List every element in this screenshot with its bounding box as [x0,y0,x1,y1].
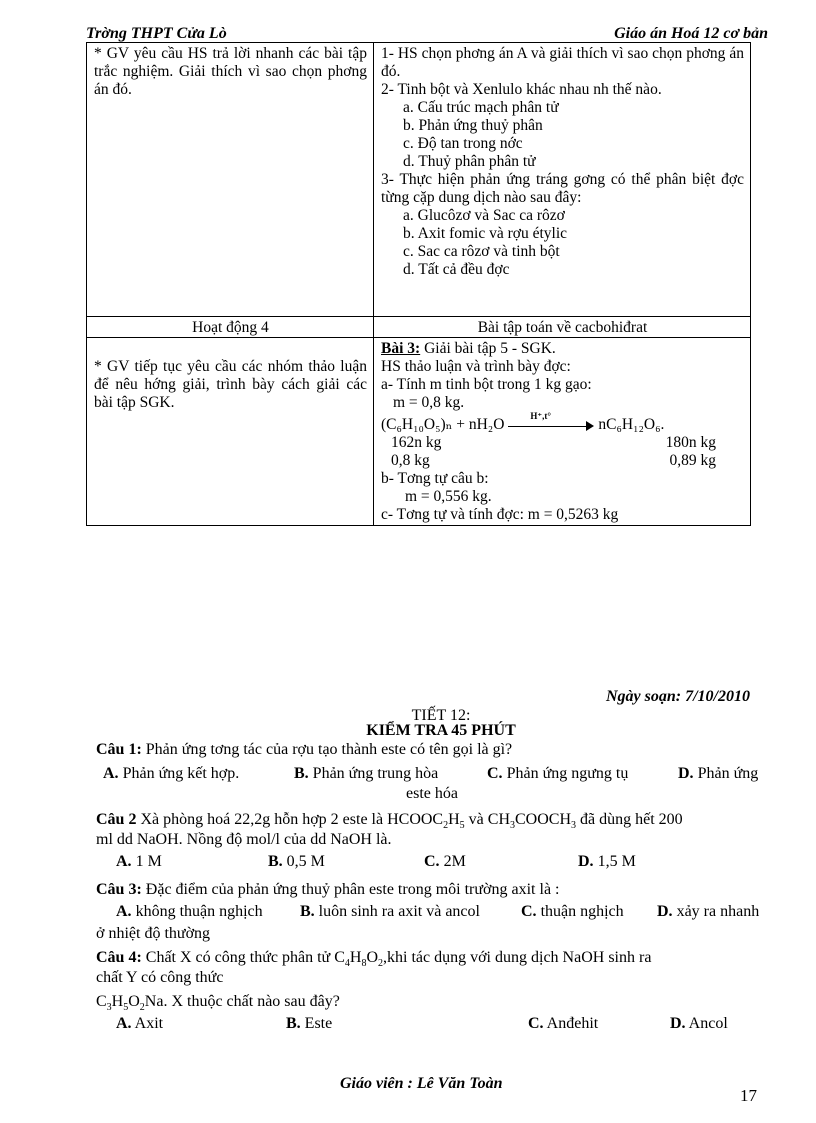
option-continuation: ở nhiệt độ thường [96,925,211,942]
options-row [96,902,786,924]
question-label: Câu 4: [96,949,142,966]
lesson-table [86,42,751,526]
solution-line: HS thảo luận và trình bày đợc: [381,358,571,375]
options-row [96,852,786,874]
activity-heading: Hoạt động 4 [87,317,374,338]
option-2c: c. Độ tan trong nớc [403,135,523,152]
option-3a: a. Glucôzơ và Sac ca rôzơ [403,207,565,224]
header-school: Trờng THPT Cửa Lò [86,25,227,42]
question-text: ml dd NaOH. Nồng độ mol/l của dd NaOH là. [96,831,392,848]
question-text: COOCH [515,811,572,828]
option-label: A. [116,853,132,870]
teacher-activity-text: * GV yêu cầu HS trả lời nhanh các bài tập trắc nghiệm. Giải thích vì sao chọn phơng án đó. [94,45,367,98]
lesson-number: TIẾT 12: [411,707,471,724]
question-4 [96,948,786,1036]
subscript: 3 [571,820,577,832]
mass-right: 0,89 kg [669,452,716,469]
mass-left: 0,8 kg [391,452,430,469]
option-text: Phản ứng kết hợp. [118,765,240,782]
option-label: C. [521,903,537,920]
solution-line: b- Tơng tự câu b: [381,470,489,487]
prep-date: Ngày soạn: 7/10/2010 [606,688,750,705]
option-text: Phản ứng ngưng tụ [502,765,629,782]
option-text: xảy ra nhanh [672,903,760,920]
table-row [87,43,751,317]
option-label: C. [424,853,440,870]
option-3b: b. Axit fomic và rợu étylic [403,225,568,242]
question-text: Xà phòng hoá 22,2g hỗn hợp 2 este là HCOOC [136,811,444,828]
option-text: 2M [439,853,466,870]
question-text: H [448,811,460,828]
subscript: 3 [106,1002,112,1014]
option-text: luôn sinh ra axit và ancol [314,903,480,920]
option-3c: c. Sac ca rôzơ và tinh bột [403,243,560,260]
solution-line: a- Tính m tinh bột trong 1 kg gạo: [381,376,592,393]
option-text: Axit [131,1015,164,1032]
option-label: B. [300,903,315,920]
option-label: D. [657,903,673,920]
option-text: 0,5 M [282,853,325,870]
formula-text: H [111,993,124,1010]
question-1 [96,740,786,804]
question-label: Câu 2 [96,811,137,828]
question-text: O [366,949,378,966]
option-3d: d. Tất cả đều đợc [403,261,510,278]
question-2: 2- Tinh bột và Xenlulo khác nhau nh thế nào. [381,81,662,98]
subscript: 2 [443,820,449,832]
teacher-name: Giáo viên : Lê Văn Toàn [340,1075,503,1092]
page-number: 17 [740,1086,757,1105]
option-label: D. [670,1015,686,1032]
question-label: Câu 1: [96,741,142,758]
option-continuation: este hóa [406,785,458,802]
question-3: 3- Thực hiện phản ứng tráng gơng có thể phân biệt đợc từng cặp dung dịch nào sau đây: [381,171,744,206]
option-label: B. [294,765,309,782]
table-row [87,317,751,338]
student-activity-cell [374,43,751,317]
question-text: và CH [464,811,510,828]
option-label: D. [678,765,694,782]
mass-left: 162n kg [391,434,442,451]
teacher-activity-cell [87,43,374,317]
question-text: Na. X thuộc chất nào sau đây? [144,993,340,1010]
teacher-activity-text: * GV tiếp tục yêu cầu các nhóm thảo luận để nêu hớng giải, trình bày cách giải các bài tập SGK. [94,358,367,411]
option-text: 1,5 M [593,853,636,870]
mass-row [381,452,744,470]
option-text: Este [300,1015,333,1032]
table-row [87,338,751,526]
option-label: D. [578,853,594,870]
answer-1: 1- HS chọn phơng án A và giải thích vì sao chọn phơng án đó. [381,45,744,80]
question-text: chất Y có công thức [96,969,224,986]
option-label: B. [286,1015,301,1032]
catalyst-label: H⁺,t° [530,411,552,421]
subscript: 4 [344,958,350,970]
test-title: KIỂM TRA 45 PHÚT [366,722,516,739]
option-label: B. [268,853,283,870]
equation-products: nC₆H₁₂O₆. [598,416,665,433]
question-3 [96,880,786,944]
question-label: Câu 3: [96,881,142,898]
option-2b: b. Phản ứng thuỷ phân [403,117,543,134]
subscript: 8 [361,958,367,970]
option-text: Anđehit [543,1015,599,1032]
option-text: không thuận nghịch [131,903,263,920]
exercise-text: Giải bài tập 5 - SGK. [420,340,556,357]
question-text: đã dùng hết 200 [576,811,683,828]
option-text: Ancol [685,1015,728,1032]
reaction-arrow-icon [508,411,594,434]
formula-text: O [128,993,140,1010]
option-2a: a. Cấu trúc mạch phân tử [403,99,559,116]
option-2d: d. Thuỷ phân phân tử [403,153,536,170]
mass-row [381,434,744,452]
subscript: 5 [123,1002,129,1014]
teacher-activity-cell [87,338,374,526]
question-2 [96,810,786,874]
subscript: 2 [378,958,383,970]
subscript: 5 [459,820,465,832]
exercise-label: Bài 3: [381,340,421,357]
header-subject: Giáo án Hoá 12 cơ bản [614,25,768,42]
reaction-equation [381,411,744,434]
option-label: C. [487,765,503,782]
question-text: ,khi tác dụng với dung dịch NaOH sinh ra [383,949,652,966]
student-activity-cell [374,338,751,526]
option-label: A. [103,765,119,782]
mass-right: 180n kg [665,434,716,451]
option-text: Phản ứng [693,765,759,782]
question-text: Đặc điểm của phản ứng thuỷ phân este trong môi trường axit là : [141,881,560,898]
question-text: Chất X có công thức phân tử C [141,949,345,966]
subscript: 2 [139,1002,145,1014]
options-row [96,764,786,786]
solution-line: m = 0,556 kg. [405,488,492,505]
option-text: thuận nghịch [536,903,624,920]
equation-reactants: (C₆H₁₀O₅)ₙ + nH₂O [381,416,505,433]
question-text: H [349,949,362,966]
option-label: A. [116,903,132,920]
option-label: A. [116,1015,132,1032]
option-text: Phản ứng trung hòa [308,765,439,782]
option-text: 1 M [131,853,162,870]
activity-topic: Bài tập toán về cacbohiđrat [374,317,751,338]
subscript: 3 [510,820,515,832]
solution-line: m = 0,8 kg. [393,394,465,411]
formula-text: C [96,993,107,1010]
option-label: C. [528,1015,544,1032]
question-text: Phản ứng tơng tác của rợu tạo thành este có tên gọi là gì? [141,741,513,758]
solution-line: c- Tơng tự và tính đợc: m = 0,5263 kg [381,506,619,523]
options-row [96,1014,786,1036]
